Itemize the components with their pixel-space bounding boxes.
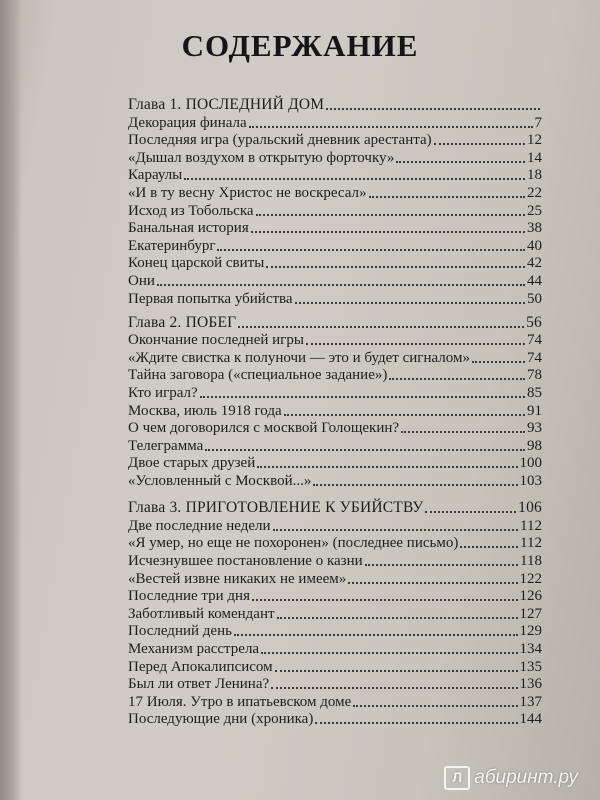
toc-entry (128, 470, 542, 492)
toc-page-number: 103 (519, 473, 542, 489)
toc-page-number: 50 (527, 291, 542, 307)
dot-leader (313, 470, 517, 486)
toc-page-number: 100 (519, 455, 542, 471)
toc-page-number: 14 (527, 150, 542, 166)
toc-page-number: 12 (527, 132, 542, 148)
labirint-logo-icon: Л (444, 766, 470, 790)
toc-page-number: 129 (519, 623, 542, 639)
toc-page-number: 126 (519, 588, 542, 604)
dot-leader (460, 532, 518, 548)
dot-leader (369, 182, 525, 198)
toc-page-number: 44 (527, 273, 542, 289)
toc-page-number: 112 (520, 535, 542, 551)
toc-entry-title: Глава 3. ПРИГОТОВЛЕНИЕ К УБИЙСТВУ (128, 499, 424, 516)
toc-entry-title: Последняя игра (уральский дневник арестанта) (128, 132, 432, 148)
dot-leader (348, 568, 517, 584)
dot-leader (434, 129, 525, 145)
dot-leader (277, 603, 518, 619)
toc-entry-title: Последующие дни (хроника) (128, 711, 314, 727)
dot-leader (256, 200, 525, 216)
toc-page-number: 137 (519, 694, 542, 710)
toc-entry-title: «Вестей извне никаких не имеем» (128, 571, 347, 587)
dot-leader (249, 112, 533, 128)
toc-page-number: 106 (518, 499, 542, 516)
toc-entry (128, 708, 542, 730)
toc-entry-title: Исчезнувшее постановление о казни (128, 553, 363, 569)
dot-leader (252, 585, 518, 601)
dot-leader (261, 638, 517, 654)
dot-leader (365, 550, 518, 566)
toc-page-number: 144 (519, 711, 542, 727)
toc-entry-title: Глава 2. ПОБЕГ (128, 314, 237, 331)
dot-leader (273, 515, 519, 531)
toc-entry-title: «И в ту весну Христос не воскресал» (128, 185, 367, 201)
watermark-logo (444, 766, 578, 790)
toc-entry-title: Заботливый комендант (128, 606, 275, 622)
toc-page-number: 40 (527, 238, 542, 254)
toc-entry-title: О чем договорился с москвой Голощекин? (128, 420, 400, 436)
dot-leader (472, 347, 525, 363)
dot-leader (284, 400, 525, 416)
toc-entry-title: Механизм расстрела (128, 641, 260, 657)
toc-entry-title: Телеграмма (128, 438, 204, 454)
dot-leader (396, 147, 525, 163)
toc-page-number: 135 (519, 659, 542, 675)
toc-page-number: 74 (527, 332, 542, 348)
toc-entry-title: Последний день (128, 623, 232, 639)
toc-entry-title: Две последние недели (128, 518, 271, 534)
toc-entry-title: Глава 1. ПОСЛЕДНИЙ ДОМ (128, 96, 325, 113)
toc-entry-title: Тайна заговора («специальное задание») (128, 367, 388, 383)
dot-leader (295, 288, 525, 304)
toc-entry-title: «Условленный с Москвой...» (128, 473, 312, 489)
toc-page-number: 122 (519, 571, 542, 587)
dot-leader (200, 382, 525, 398)
toc-page-number: 91 (527, 403, 542, 419)
toc-page-number: 85 (527, 385, 542, 401)
dot-leader (251, 217, 525, 233)
toc-page-number: 38 (527, 220, 542, 236)
toc-entry-title: Окончание последней игры (128, 332, 304, 348)
dot-leader (275, 656, 518, 672)
dot-leader (401, 417, 525, 433)
toc-entry-title: Караулы (128, 167, 183, 183)
dot-leader (353, 691, 517, 707)
toc-entry-title: Кто играл? (128, 385, 198, 401)
dot-leader (184, 164, 525, 180)
watermark-text: абиринт.ру (474, 767, 578, 788)
toc-entry-title: «Я умер, но еще не похоронен» (последнее письмо) (128, 535, 459, 551)
dot-leader (271, 673, 517, 689)
toc-entry-title: Был ли ответ Ленина? (128, 676, 270, 692)
dot-leader (238, 312, 524, 328)
toc-page-number: 136 (519, 676, 542, 692)
toc-page-number: 118 (520, 553, 542, 569)
dot-leader (425, 497, 516, 513)
toc-page-number: 74 (527, 350, 542, 366)
toc-page-number: 127 (519, 606, 542, 622)
dot-leader (326, 94, 540, 110)
toc-entry (128, 288, 542, 310)
dot-leader (234, 620, 518, 636)
toc-entry-title: Исход из Тобольска (128, 203, 254, 219)
dot-leader (315, 708, 517, 724)
toc-page-number: 22 (527, 185, 542, 201)
toc-entry-title: Двое старых друзей (128, 455, 256, 471)
dot-leader (205, 435, 525, 451)
dot-leader (217, 235, 525, 251)
page-title: СОДЕРЖАНИЕ (181, 28, 419, 63)
toc-page-number: 112 (520, 518, 542, 534)
toc-entry-title: Екатеринбург (128, 238, 216, 254)
toc-page-number: 18 (527, 167, 542, 183)
toc-entry-title: «Дышал воздухом в открытую форточку» (128, 150, 395, 166)
toc-entry-title: Декорация финала (128, 115, 247, 131)
dot-leader (157, 270, 525, 286)
toc-entry-title: Банальная история (128, 220, 249, 236)
toc-page-number: 134 (519, 641, 542, 657)
toc-page-number: 93 (527, 420, 542, 436)
toc-entry-title: Первая попытка убийства (128, 291, 293, 307)
toc-entry-title: Конец царской свиты (128, 255, 265, 271)
toc-entry-title: Москва, июль 1918 года (128, 403, 282, 419)
toc-page-number: 25 (527, 203, 542, 219)
toc-page-number: 42 (527, 255, 542, 271)
toc-entry-title: Перед Апокалипсисом (128, 659, 273, 675)
toc-entry-title: 17 Июля. Утро в ипатьевском доме (128, 694, 352, 710)
toc-entry-title: Последние три дня (128, 588, 250, 604)
dot-leader (266, 252, 525, 268)
toc-entry-title: «Ждите свистка к полуночи — это и будет сигналом» (128, 350, 470, 366)
dot-leader (389, 364, 525, 380)
toc-page-number: 78 (527, 367, 542, 383)
dot-leader (257, 452, 517, 468)
toc-page-number: 98 (527, 438, 542, 454)
toc-page-number: 7 (534, 115, 542, 131)
toc-page-number: 56 (526, 314, 542, 331)
dot-leader (306, 329, 525, 345)
toc-entry-title: Они (128, 273, 155, 289)
